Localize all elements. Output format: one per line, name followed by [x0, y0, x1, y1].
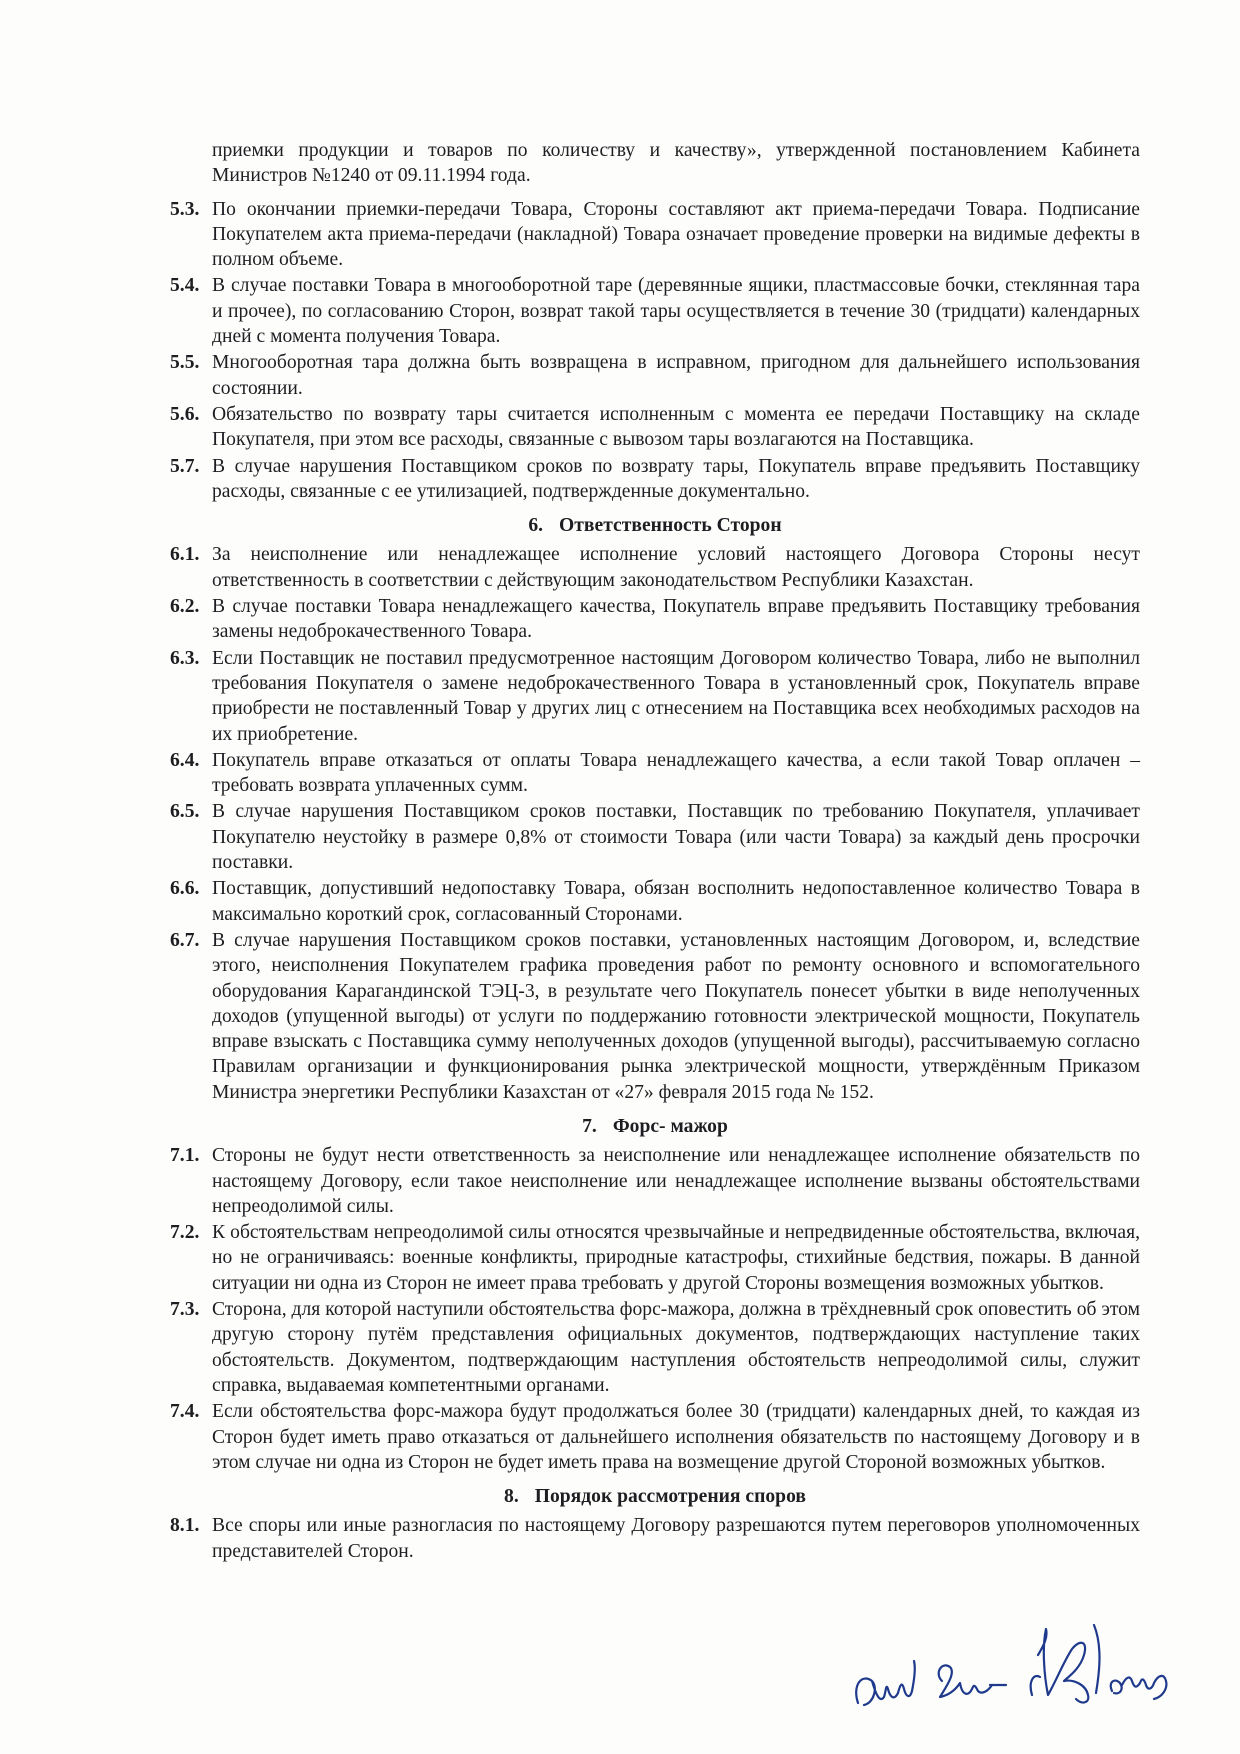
section-title: Форс- мажор: [612, 1115, 728, 1137]
section-6: [170, 513, 1140, 1105]
clause-number: 7.4.: [170, 1401, 200, 1423]
clause-text: Обязательство по возврату тары считается исполненным с момента ее передачи Поставщику на складе Покупателя, при этом все расходы, связанные с вывозом тары возлагаются на Поставщика.: [212, 403, 1140, 451]
clause-text: Стороны не будут нести ответственность за неисполнение или ненадлежащее исполнение обязательств по настоящему Договору, если такое неисполнение или ненадлежащее исполнение вызваны обстоятельствами непреодолимой силы.: [212, 1145, 1140, 1217]
signature-2: [939, 1665, 1006, 1697]
section-number: 7.: [582, 1115, 597, 1137]
clause-number: 5.6.: [170, 403, 200, 425]
clause-5-7: [170, 454, 1140, 505]
clause-text: Многооборотная тара должна быть возвращена в исправном, пригодном для дальнейшего использования состоянии.: [212, 352, 1140, 399]
clause-7-2: [170, 1220, 1140, 1296]
clause-number: 6.6.: [170, 878, 200, 900]
clause-number: 6.7.: [170, 929, 200, 951]
section-number: 6.: [528, 515, 544, 537]
intro-paragraph: приемки продукции и товаров по количеству и качеству», утвержденной постановлением Кабинета Министров №1240 от 09.11.1994 года.: [212, 140, 1140, 187]
clause-6-1: [170, 542, 1140, 593]
section-heading: [170, 513, 1140, 538]
signature-4: [1111, 1676, 1167, 1699]
clause-number: 6.2.: [170, 596, 200, 618]
clause-text: Все споры или иные разногласия по настоящему Договору разрешаются путем переговоров уполномоченных представителей Сторон.: [212, 1515, 1140, 1562]
clause-number: 5.5.: [170, 352, 200, 374]
clause-text: В случае нарушения Поставщиком сроков поставки, установленных настоящим Договором, и, вследствие этого, неисполнения Покупателем графика проведения работ по ремонту основного и вспомогательного оборудования Карагандинской ТЭЦ-3, в результате чего Покупатель понесет убытки в виде неполученных доходов (упущенной выгоды) от услуги по поддержанию готовности электрической мощности, Покупатель вправе взыскать с Поставщика сумму неполученных доходов (упущенной выгоды), рассчитываемую согласно Правилам организации и функционирования рынка электрической мощности, утверждённым Приказом Министра энергетики Республики Казахстан от «27» февраля 2015 года № 152.: [212, 929, 1140, 1103]
clause-5-5: [170, 350, 1140, 401]
clause-8-1: [170, 1513, 1140, 1564]
section-8: [170, 1484, 1140, 1564]
clause-number: 8.1.: [170, 1515, 200, 1537]
section-title: Ответственность Сторон: [559, 515, 782, 537]
handwritten-signatures: [850, 1585, 1210, 1735]
clause-6-2: [170, 594, 1140, 645]
clause-text: Поставщик, допустивший недопоставку Товара, обязан восполнить недопоставленное количество Товара в максимально короткий срок, согласованный Сторонами.: [212, 878, 1140, 925]
clause-number: 6.1.: [170, 544, 200, 566]
clause-number: 7.2.: [170, 1222, 200, 1244]
section-5-continued: [170, 197, 1140, 505]
signature-strokes: [850, 1585, 1210, 1735]
clause-5-6: [170, 402, 1140, 453]
clause-text: В случае поставки Товара в многооборотной таре (деревянные ящики, пластмассовые бочки, стеклянная тара и прочее), по согласованию Сторон, возврат такой тары осуществляется в течение 30 (тридцати) календарных дней с момента получения Товара.: [212, 275, 1140, 348]
clause-6-4: [170, 748, 1140, 799]
section-number: 8.: [504, 1486, 519, 1508]
section-title: Порядок рассмотрения споров: [534, 1486, 806, 1508]
contract-body: [170, 138, 1140, 1565]
clause-7-3: [170, 1297, 1140, 1398]
clause-text: Если обстоятельства форс-мажора будут продолжаться более 30 (тридцати) календарных дней, то каждая из Сторон будет иметь право отказаться от дальнейшего исполнения обязательств по настоящему Договору и в этом случае ни одна из Сторон не будет иметь права на возмещение другой Стороной возможных убытков.: [212, 1401, 1140, 1473]
clause-text: В случае нарушения Поставщиком сроков по возврату тары, Покупатель вправе предъявить Поставщику расходы, связанные с ее утилизацией, подтвержденные документально.: [212, 455, 1140, 502]
clause-number: 6.3.: [170, 647, 200, 669]
clause-number: 6.4.: [170, 749, 200, 771]
clause-number: 5.3.: [170, 198, 200, 220]
clause-number: 7.1.: [170, 1145, 200, 1167]
clause-text: В случае нарушения Поставщиком сроков поставки, Поставщик по требованию Покупателя, уплачивает Покупателю неустойку в размере 0,8% от стоимости Товара (или части Товара) за каждый день просрочки поставки.: [212, 801, 1140, 874]
section-7: [170, 1114, 1140, 1475]
clause-text: В случае поставки Товара ненадлежащего качества, Покупатель вправе предъявить Поставщику требования замены недоброкачественного Товара.: [212, 596, 1140, 643]
signature-1: [856, 1661, 915, 1705]
clause-6-6: [170, 876, 1140, 927]
clause-text: К обстоятельствам непреодолимой силы относятся чрезвычайные и непредвиденные обстоятельства, включая, но не ограничиваясь: военные конфликты, природные катастрофы, стихийные бедствия, пожары. В данной ситуации ни одна из Сторон не имеет права требовать у другой Стороны возмещения возможных убытков.: [212, 1222, 1140, 1294]
clause-7-4: [170, 1399, 1140, 1475]
section-heading: [170, 1484, 1140, 1509]
clause-6-5: [170, 799, 1140, 875]
clause-5-3: [170, 197, 1140, 273]
clause-number: 7.3.: [170, 1299, 200, 1321]
clause-number: 5.4.: [170, 275, 200, 297]
clause-6-3: [170, 646, 1140, 747]
clause-text: Сторона, для которой наступили обстоятельства форс-мажора, должна в трёхдневный срок оповестить об этом другую сторону путём представления официальных документов, подтверждающих наступление таких обстоятельств. Документом, подтверждающим наступления обстоятельств непреодолимой силы, служит справка, выдаваемая компетентными органами.: [212, 1299, 1140, 1396]
clause-text: Если Поставщик не поставил предусмотренное настоящим Договором количество Товара, либо не выполнил требования Покупателя о замене недоброкачественного Товара в установленный срок, Покупатель вправе приобрести не поставленный Товар у других лиц с отнесением на Поставщика всех необходимых расходов на их приобретение.: [212, 647, 1140, 745]
clause-6-7: [170, 928, 1140, 1105]
section-heading: [170, 1114, 1140, 1139]
clause-text: По окончании приемки-передачи Товара, Стороны составляют акт приема-передачи Товара. Подписание Покупателем акта приема-передачи (накладной) Товара означает проведение проверки на видимые дефекты в полном объеме.: [212, 198, 1140, 271]
clause-5-4: [170, 273, 1140, 349]
clause-number: 5.7.: [170, 455, 200, 477]
signature-3: [1031, 1625, 1100, 1702]
clause-number: 6.5.: [170, 801, 200, 823]
clause-7-1: [170, 1143, 1140, 1219]
clause-text: За неисполнение или ненадлежащее исполнение условий настоящего Договора Стороны несут ответственность в соответствии с действующим законодательством Республики Казахстан.: [212, 544, 1140, 591]
clause-text: Покупатель вправе отказаться от оплаты Товара ненадлежащего качества, а если такой Товар оплачен – требовать возврата уплаченных сумм.: [212, 749, 1140, 797]
